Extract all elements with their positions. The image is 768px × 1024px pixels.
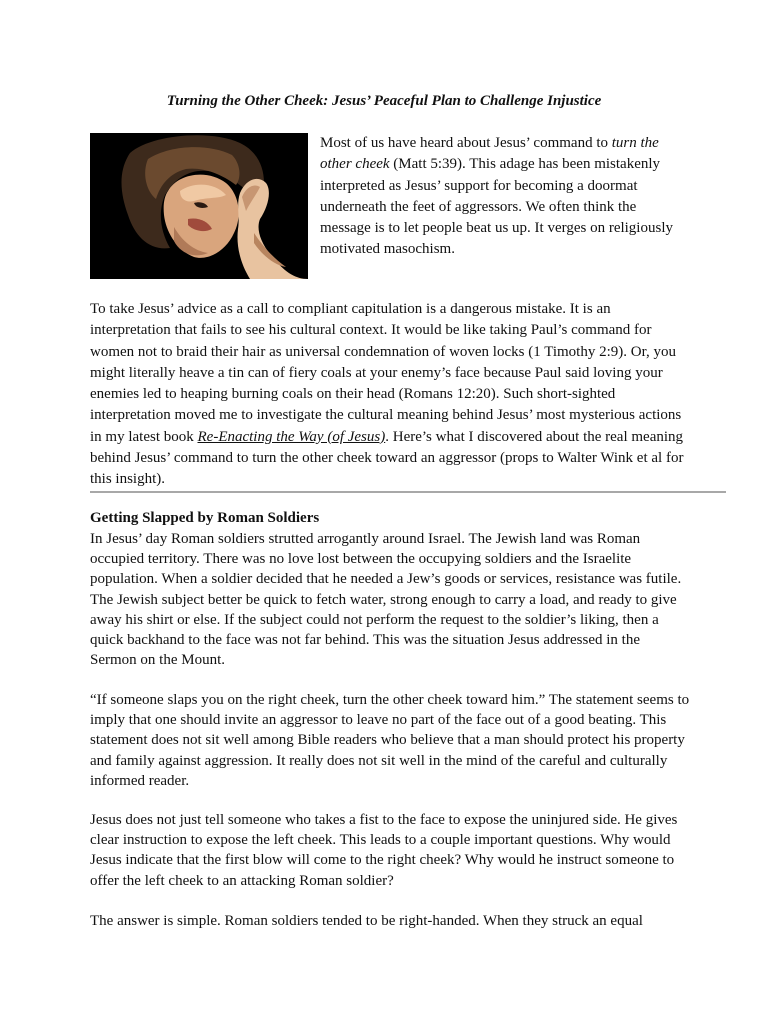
- page-title: Turning the Other Cheek: Jesus’ Peaceful Plan to Challenge Injustice: [166, 93, 602, 109]
- paragraph-context: [90, 299, 690, 491]
- illustration-image: [90, 133, 308, 279]
- intro-text-start: Most of us have heard about Jesus’ command to: [320, 135, 612, 151]
- p1-text-start: To take Jesus’ advice as a call to compliant capitulation is a dangerous mistake. It is an interpretation that fails to see his cultural context. It would be like taking Paul’s command for women not to braid their hair as universal condemnation of woven locks (1 Timothy 2:9). Or, you might literally heave a tin can of fiery coals at your enemy’s face because Paul said loving your enemies led to heaping burning coals on their head (Romans 12:20). Such short-sighted interpretation moved me to investigate the cultural meaning behind Jesus’ most mysterious actions in my latest book: [90, 301, 682, 445]
- intro-paragraph: [320, 133, 690, 261]
- paragraph-questions: Jesus does not just tell someone who takes a fist to the face to expose the uninjured side. He gives clear instruction to expose the left cheek. This leads to a couple important questions. Why would Jesus indicate that the first blow will come to the right cheek? Why would he instruct someone to offer the left cheek to an attacking Roman soldier?: [90, 812, 678, 889]
- slapped-face-illustration: [90, 133, 308, 279]
- book-title-link[interactable]: Re-Enacting the Way (of Jesus): [197, 428, 386, 445]
- intro-text-end: (Matt 5:39). This adage has been mistakenly interpreted as Jesus’ support for becoming a doormat underneath the feet of aggressors. We often think the message is to let people beat us up. It verges on religiously motivated masochism.: [320, 156, 673, 258]
- paragraph-quote: “If someone slaps you on the right cheek, turn the other cheek toward him.” The statement seems to imply that one should invite an aggressor to leave no part of the face out of a good beating. This statement does not sit well among Bible readers who believe that a man should protect his property and family against aggression. It really does not sit well in the mind of the careful and culturally informed reader.: [90, 692, 690, 789]
- paragraph-answer: The answer is simple. Roman soldiers tended to be right-handed. When they struck an equal: [90, 913, 643, 929]
- section-heading: Getting Slapped by Roman Soldiers: [90, 510, 320, 526]
- horizontal-divider: [90, 491, 726, 493]
- intro-italic-phrase: turn the other cheek: [320, 135, 659, 173]
- paragraph-roman-soldiers: In Jesus’ day Roman soldiers strutted arrogantly around Israel. The Jewish land was Roman occupied territory. There was no love lost between the occupying soldiers and the Israelite population. When a soldier decided that he needed a Jew’s goods or services, resistance was futile. The Jewish subject better be quick to fetch water, strong enough to carry a load, and ready to give away his shirt or else. If the subject could not perform the request to the soldier’s liking, then a quick backhand to the face was not far behind. This was the situation Jesus addressed in the Sermon on the Mount.: [90, 531, 682, 669]
- p1-text-end: . Here’s what I discovered about the real meaning behind Jesus’ command to turn the other cheek toward an aggressor (props to Walter Wink et al for this insight).: [90, 428, 684, 488]
